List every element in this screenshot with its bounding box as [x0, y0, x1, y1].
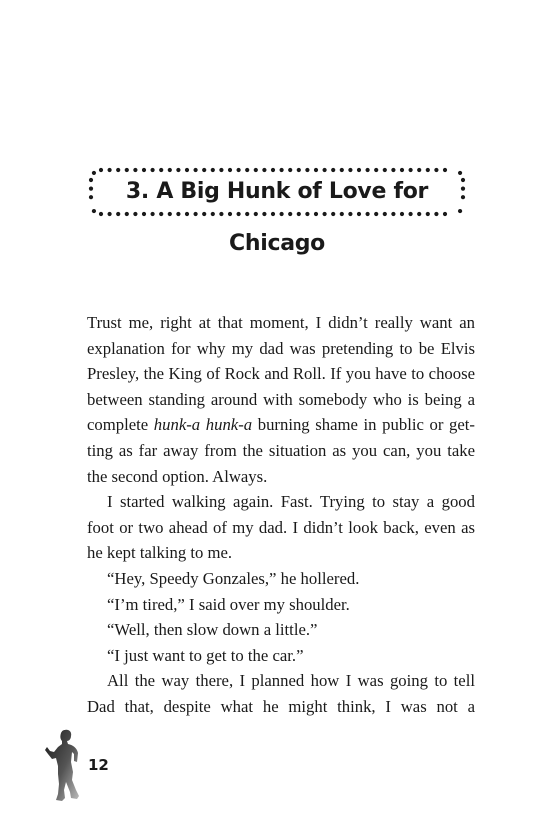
page-number: 12: [88, 756, 109, 774]
body-text: [87, 310, 475, 720]
text-run: All the way there, I planned how I was going to tell Dad that, despite what he might think, I was not a: [87, 671, 475, 716]
paragraph: [87, 643, 475, 669]
text-run: “I just want to get to the car.”: [107, 645, 304, 665]
elvis-silhouette-icon: [44, 728, 84, 803]
text-run: burning shame in public or getting as far away from the situation as you can, you take the second option. Always.: [87, 415, 475, 486]
paragraph: [87, 310, 475, 489]
text-run: “Well, then slow down a little.”: [107, 620, 318, 640]
italic-text: hunk-a hunk-a: [153, 415, 253, 435]
paragraph: [87, 668, 475, 719]
page-footer: [44, 728, 134, 803]
text-run: “Hey, Speedy Gonzales,” he hollered.: [107, 568, 360, 588]
chapter-title: 3. A Big Hunk of Love for Chicago: [125, 179, 429, 256]
paragraph: [87, 489, 475, 566]
text-run: “I’m tired,” I said over my shoulder.: [107, 594, 350, 614]
paragraph: [87, 592, 475, 618]
text-run: Trust me, right at that moment, I didn’t really want an explanation for why my dad was pretending to be Elvis Presley, the King of Rock and Roll. If you have to choose between standing around with somebody who is being a complete: [87, 313, 475, 435]
paragraph: [87, 566, 475, 592]
chapter-heading: [87, 166, 467, 256]
text-run: I started walking again. Fast. Trying to stay a good foot or two ahead of my dad. I didn’t look back, even as he kept talking to me.: [87, 492, 475, 563]
paragraph: [87, 617, 475, 643]
